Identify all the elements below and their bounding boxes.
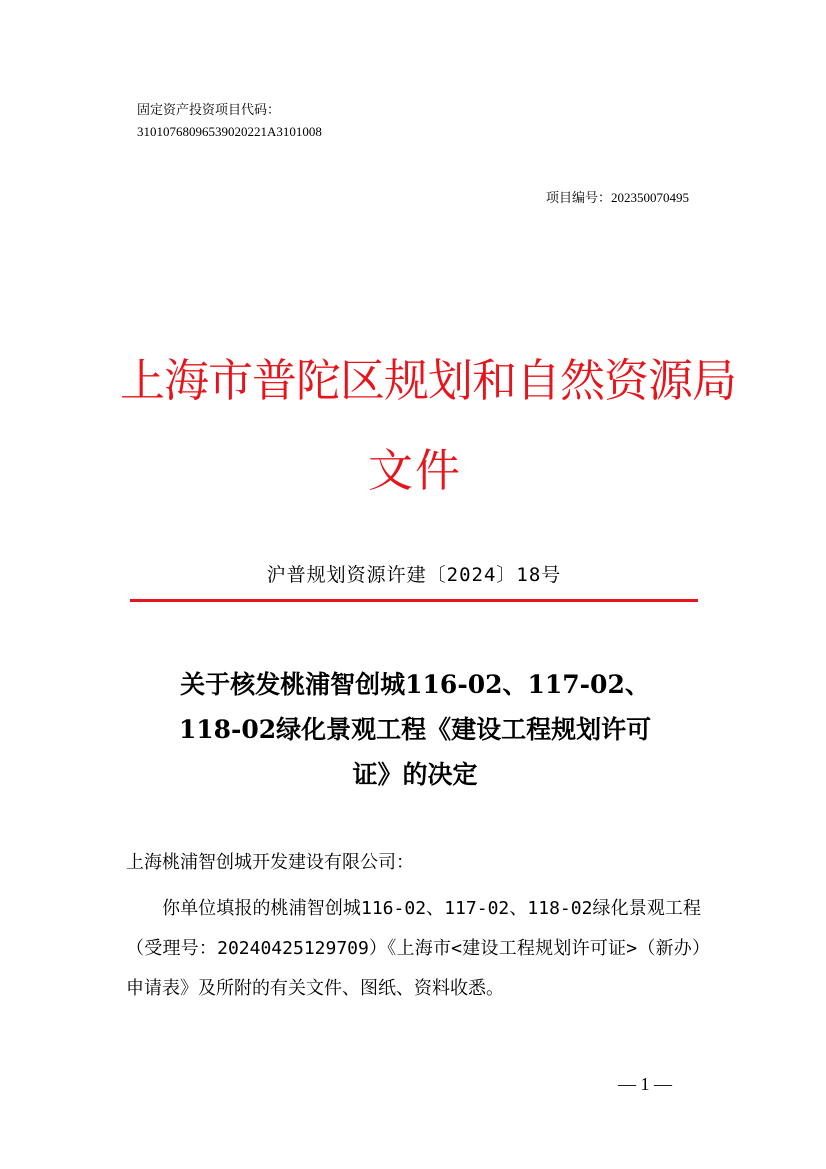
subject-line-3: 证》的决定: [352, 760, 478, 789]
red-divider-rule: [130, 599, 698, 602]
addressee: 上海桃浦智创城开发建设有限公司：: [126, 852, 414, 873]
document-subject: [120, 662, 710, 797]
project-number: 项目编号：202350070495: [545, 190, 689, 205]
page-number: — 1 —: [618, 1074, 672, 1094]
document-number: 沪普规划资源许建〔2024〕18号: [266, 564, 562, 586]
document-type-title: 文件: [367, 444, 462, 497]
issuer-title: 上海市普陀区规划和自然资源局: [120, 354, 737, 407]
body-paragraph: 你单位填报的桃浦智创城116-02、117-02、118-02绿化景观工程（受理号：20240425129709）《上海市<建设工程规划许可证>（新办）申请表》及所附的有关文件、图纸、资料收悉。: [126, 898, 701, 999]
subject-line-2: 118-02绿化景观工程《建设工程规划许可: [178, 715, 652, 744]
subject-line-1: 关于核发桃浦智创城116-02、117-02、: [180, 670, 650, 699]
fixed-asset-code-label: 固定资产投资项目代码：: [137, 102, 281, 117]
fixed-asset-code: 31010768096539020221A3101008: [137, 124, 322, 139]
